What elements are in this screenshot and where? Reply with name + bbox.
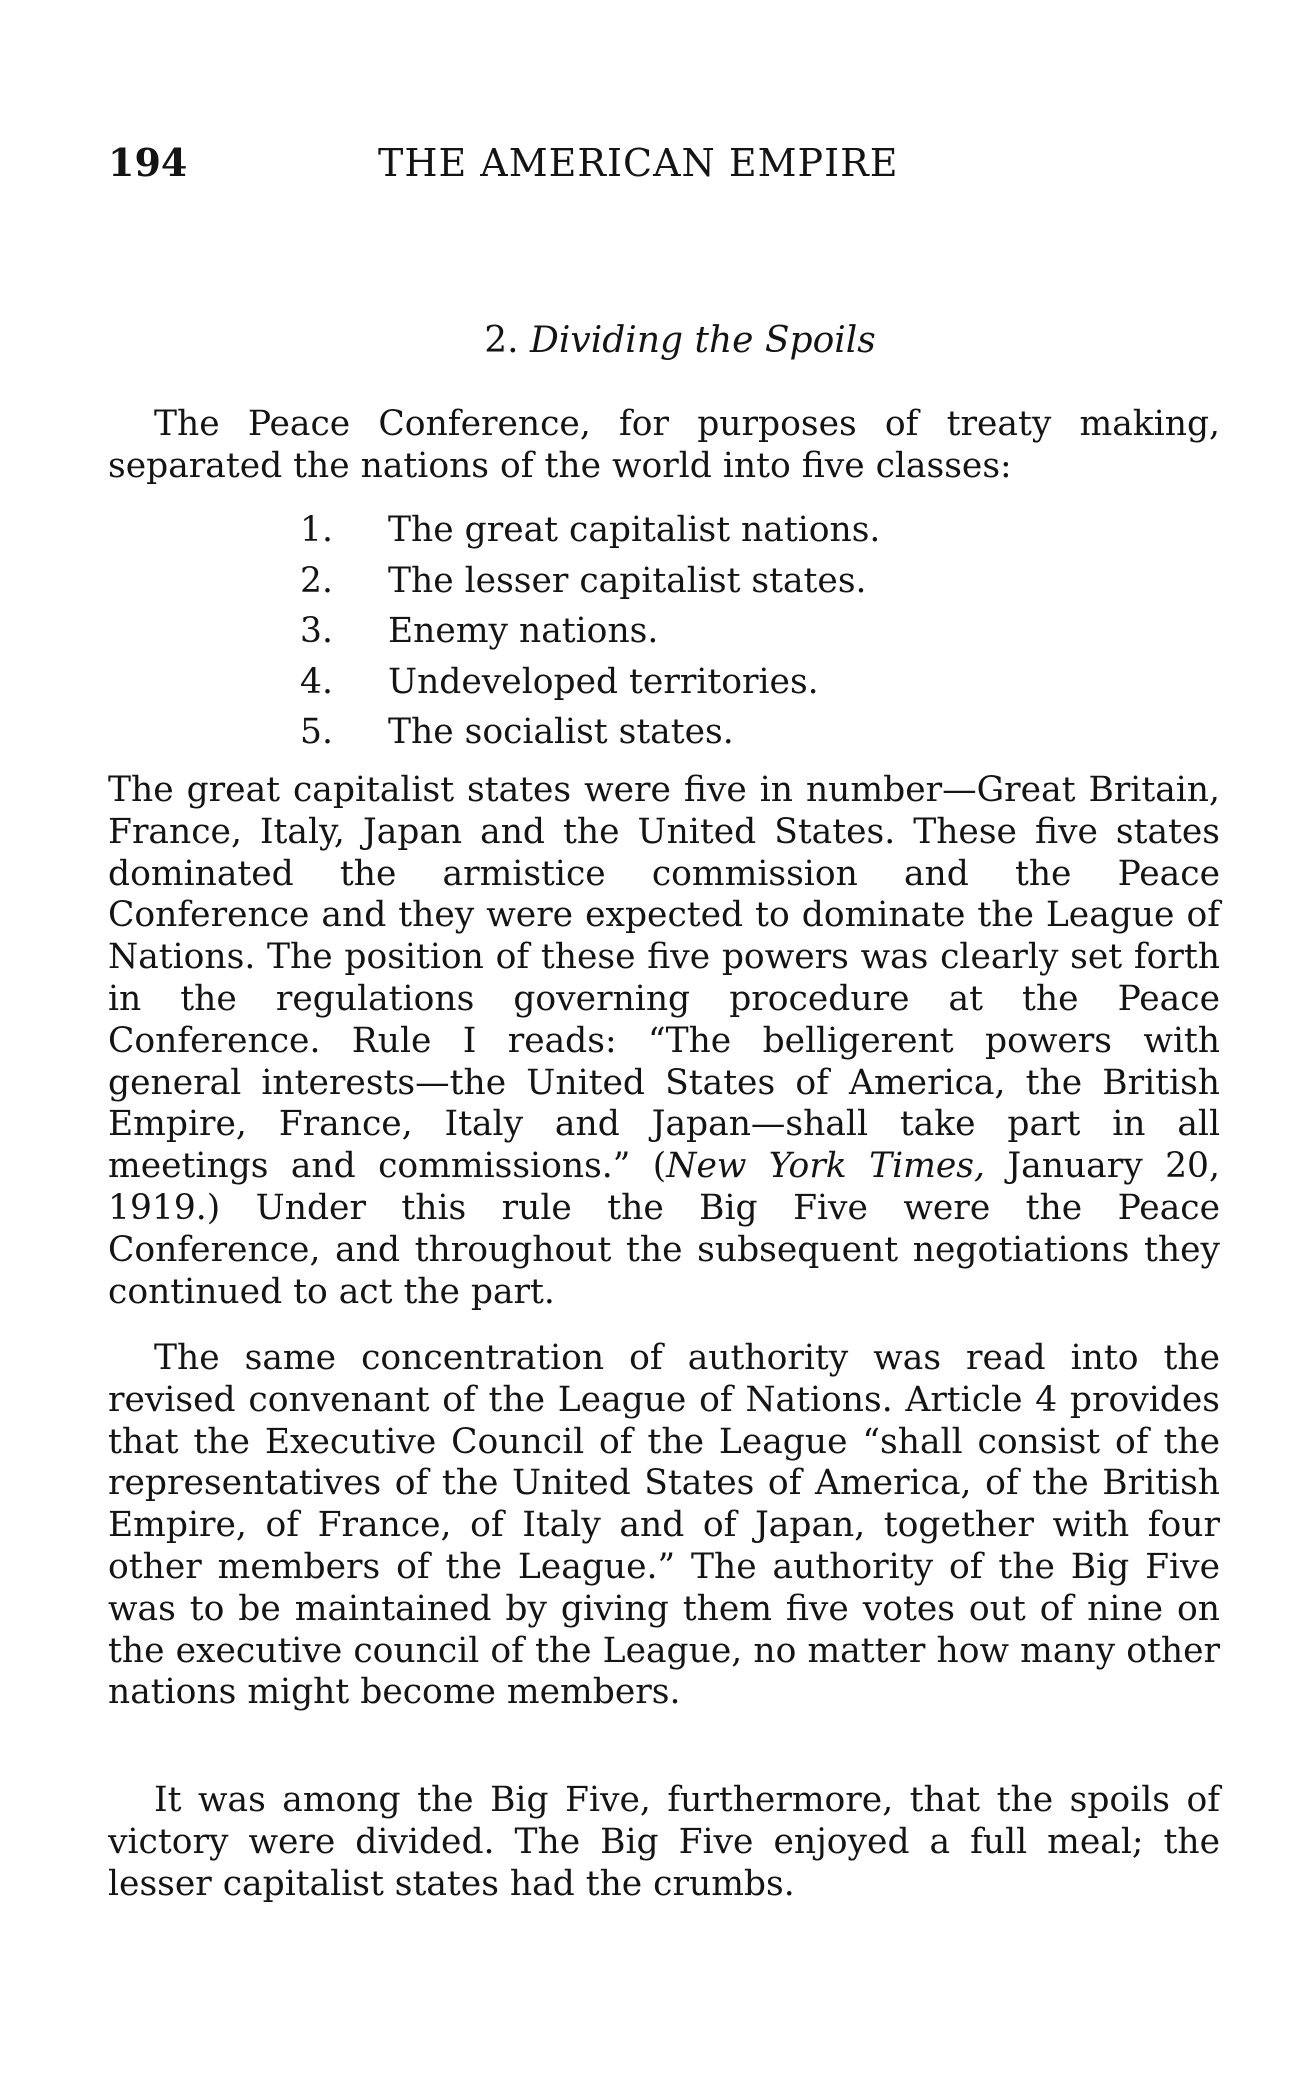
citation-newspaper: New York Times, — [666, 1146, 985, 1187]
list-item-number: 4. — [300, 661, 333, 702]
paragraph-text: January 20, 1919.) Under this rule the Big Five were the Peace Conference, and throughout the subsequent negotiations they continued to act the part. — [108, 1146, 1220, 1312]
section-number: 2. — [484, 320, 519, 361]
paragraph-text: The great capitalist states were five in number—Great Britain, France, Italy, Japan and the United States. These five states dominated the armistice commission and the Peace Conference and they were expected to dominate the League of Nations. The position of these five powers was clearly set forth in the regulations governing procedure at the Peace Conference. Rule I reads: “The belligerent powers with general interests—the United States of America, the British Empire, France, Italy and Japan—shall take part in all meetings and commissions.” ( — [108, 770, 1220, 1187]
list-item-text: Undeveloped territories. — [388, 661, 819, 702]
section-title: Dividing the Spoils — [530, 320, 876, 361]
list-item — [300, 556, 880, 607]
list-item-number: 1. — [300, 510, 333, 550]
list-item — [300, 505, 880, 556]
running-head — [108, 138, 1223, 188]
list-item-number: 2. — [300, 560, 333, 601]
list-item — [300, 707, 880, 758]
page-number: 194 — [108, 140, 188, 185]
list-item-number: 5. — [300, 712, 333, 752]
section-heading — [0, 318, 1300, 364]
paragraph-big-five — [108, 770, 1220, 1313]
list-item — [300, 657, 880, 708]
list-item-text: The lesser capitalist states. — [388, 560, 867, 601]
list-item-text: Enemy nations. — [388, 611, 659, 651]
paragraph-intro: The Peace Conference, for purposes of treaty making, separated the nations of the world into five classes: — [108, 404, 1220, 486]
running-title: THE AMERICAN EMPIRE — [378, 141, 899, 185]
list-item-text: The great capitalist nations. — [388, 510, 881, 550]
list-item-text: The socialist states. — [388, 712, 734, 752]
nation-classes-list — [300, 505, 880, 758]
paragraph-spoils: It was among the Big Five, furthermore, that the spoils of victory were divided. The Big Five enjoyed a full meal; the lesser capitalist states had the crumbs. — [108, 1780, 1220, 1904]
paragraph-league-covenant: The same concentration of authority was read into the revised convenant of the League of Nations. Article 4 provides that the Executive Council of the League “shall consist of the representatives of the United States of America, of the British Empire, of France, of Italy and of Japan, together with four other members of the League.” The authority of the Big Five was to be maintained by giving them five votes out of nine on the executive council of the League, no matter how many other nations might become members. — [108, 1338, 1220, 1713]
list-item-number: 3. — [300, 611, 333, 651]
list-item — [300, 606, 880, 657]
